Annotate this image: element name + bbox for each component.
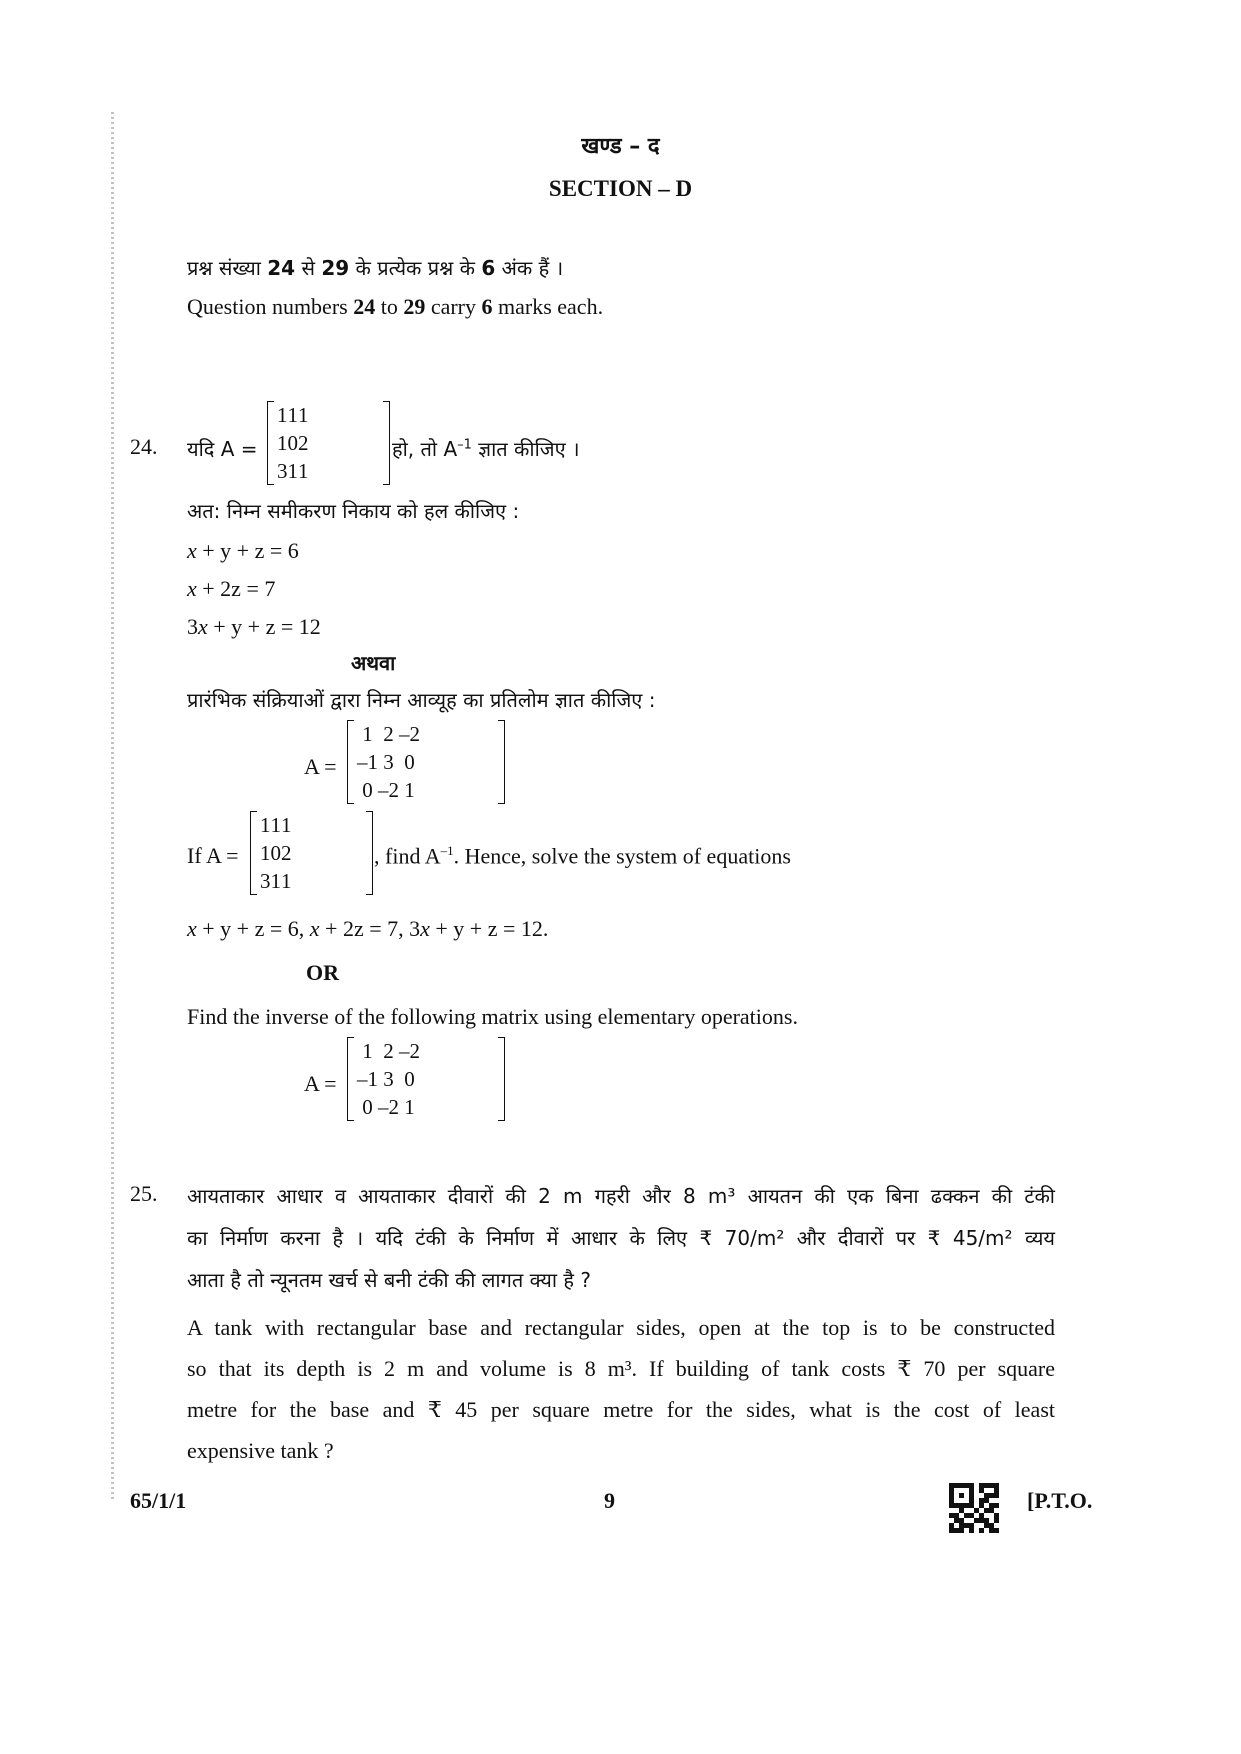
matrix-bracket-right [498,720,505,804]
matrix-b-hindi: 1 2 –2 –1 3 0 0 –2 1 [347,720,505,804]
section-title-english: SECTION – D [548,176,693,201]
pto-label: [P.T.O. [1027,1488,1093,1513]
matrix-bracket-left [267,401,274,485]
matrix-b-english: 1 2 –2 –1 3 0 0 –2 1 [347,1037,505,1121]
q25-english-line: A tank with rectangular base and rectangular sides, open at the top is to be constructed [187,1315,1055,1340]
matrix-a-hindi: 1 1 1 1 0 2 3 1 1 [267,401,390,485]
q25-hindi-line: आता है तो न्यूनतम खर्च से बनी टंकी की लागत क्या है ? [187,1268,592,1292]
matrix-a-english: 1 1 1 1 0 2 3 1 1 [250,811,373,895]
question-number-25: 25. [130,1181,158,1206]
matrix-bracket-left [347,1037,354,1121]
page-number: 9 [604,1488,615,1513]
q24-eq3: 3x + y + z = 12 [187,614,321,639]
instructions-english: Question numbers 24 to 29 carry 6 marks each. [187,294,604,319]
paper-code: 65/1/1 [130,1488,187,1513]
q24-hindi-or: अथवा [351,651,396,675]
matrix-bracket-left [347,720,354,804]
q24-english-if-prefix: If A = [187,843,239,868]
q24-english-elementary: Find the inverse of the following matrix using elementary operations. [187,1004,798,1029]
q24-english-a-label: A = [304,1071,337,1096]
q24-english-or: OR [306,960,339,985]
qr-code-icon [949,1483,999,1533]
q24-hindi-if-prefix: यदि A = [187,437,258,461]
q24-eq1: x + y + z = 6 [187,538,299,563]
q24-hindi-hence: अत: निम्न समीकरण निकाय को हल कीजिए : [187,499,520,523]
matrix-bracket-right [498,1037,505,1121]
section-title-hindi: खण्ड – द [581,134,660,159]
q25-english-line: expensive tank ? [187,1438,334,1463]
q25-hindi-line: का निर्माण करना है । यदि टंकी के निर्माण में आधार के लिए ₹ 70/m² और दीवारों पर ₹ 45/m² व्यय [187,1226,1055,1250]
q24-english-system: x + y + z = 6, x + 2z = 7, 3x + y + z = 12. [187,916,549,941]
q25-hindi-line: आयताकार आधार व आयताकार दीवारों की 2 m गहरी और 8 m³ आयतन की एक बिना ढक्कन की टंकी [187,1184,1055,1208]
q24-hindi-elementary: प्रारंभिक संक्रियाओं द्वारा निम्न आव्यूह का प्रतिलोम ज्ञात कीजिए : [187,688,656,712]
instructions-hindi: प्रश्न संख्या 24 से 29 के प्रत्येक प्रश्न के 6 अंक हैं । [187,256,564,280]
q24-hindi-find-inverse: हो, तो $A^{-1}$ ज्ञात कीजिए । [392,437,580,461]
matrix-bracket-right [383,401,390,485]
q25-english-line: so that its depth is 2 m and volume is 8 m³. If building of tank costs ₹ 70 per square [187,1356,1055,1381]
matrix-bracket-right [366,811,373,895]
q24-english-find-hence: , find $A^{-1}$. Hence, solve the system of equations [374,843,791,869]
q25-english-text [187,1307,1055,1471]
margin-dotted-strip [111,112,114,1502]
q25-english-line: metre for the base and ₹ 45 per square metre for the sides, what is the cost of least [187,1397,1055,1422]
q24-hindi-a-label: A = [304,754,337,779]
question-number-24: 24. [130,434,158,459]
q24-eq2: x + 2z = 7 [187,576,276,601]
matrix-bracket-left [250,811,257,895]
q25-hindi-text [187,1175,1055,1301]
